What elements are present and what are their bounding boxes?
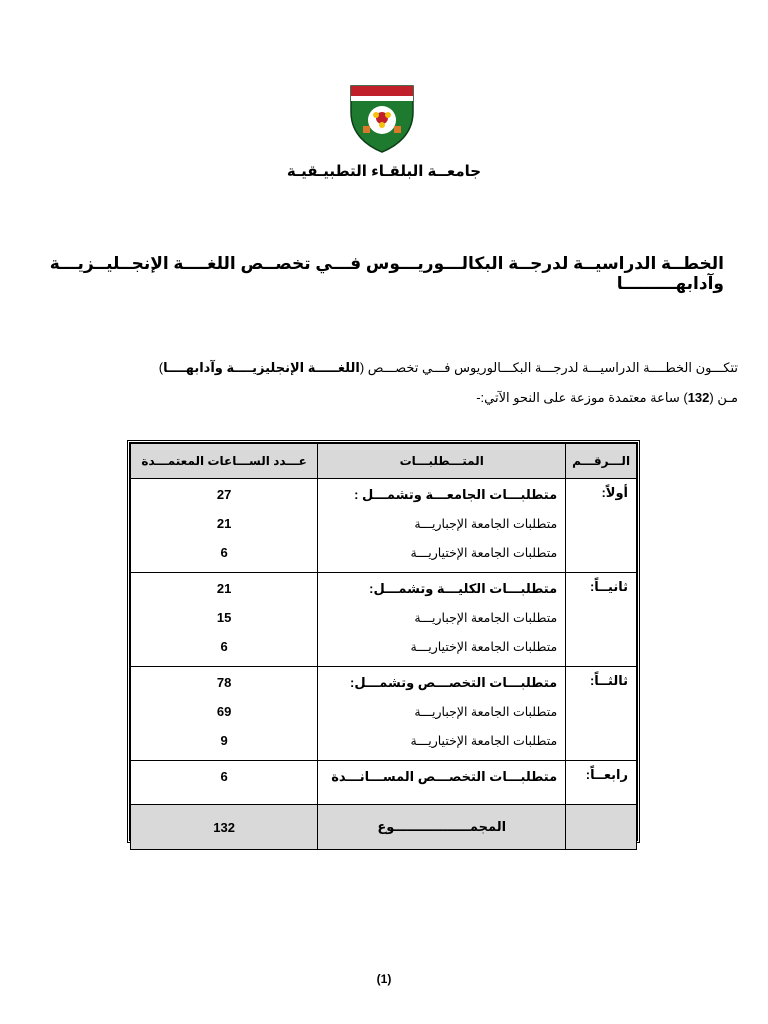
table-header-row — [131, 444, 637, 479]
total-spacer — [566, 805, 637, 850]
hours-value: 15 — [216, 610, 232, 625]
header-hours: عـــدد الســـاعات المعتمـــدة — [131, 444, 318, 479]
table-row — [131, 761, 637, 805]
row-hours — [131, 761, 318, 805]
row-number: رابعــاً: — [566, 761, 637, 805]
row-requirements — [318, 667, 566, 761]
row-number: ثانيــاً: — [566, 573, 637, 667]
hours-value: 69 — [216, 704, 232, 719]
row-hours — [131, 479, 318, 573]
university-name: جامعــة البلقـاء التطبيـقيـة — [286, 163, 482, 180]
study-plan-table — [127, 440, 640, 843]
hours-value: 6 — [220, 639, 228, 654]
table-row — [131, 573, 637, 667]
requirement-sub: متطلبات الجامعة الإختياريـــة — [410, 546, 558, 560]
hours-value: 6 — [220, 769, 228, 784]
page-number: (1) — [376, 972, 392, 986]
row-requirements — [318, 573, 566, 667]
university-logo — [345, 82, 419, 154]
hours-value: 78 — [216, 675, 232, 690]
plan-title: الخطــة الدراسيــة لدرجــة البكالـــوريـــوس فـــي تخصــص اللغــــة الإنجــليــزيـــة وآدابهـــــــــا — [49, 254, 724, 293]
header-number: الـــرقـــم — [566, 444, 637, 479]
row-requirements — [318, 761, 566, 805]
requirement-main: متطلبـــات التخصـــص المســـانـــدة — [331, 769, 558, 784]
requirement-sub: متطلبات الجامعة الإجباريـــة — [414, 611, 558, 625]
hours-value: 9 — [220, 733, 228, 748]
table-row — [131, 479, 637, 573]
table-row — [131, 667, 637, 761]
hours-value: 27 — [216, 487, 232, 502]
requirement-sub: متطلبات الجامعة الإجباريـــة — [414, 705, 558, 719]
total-label: المجمـــــــــــــــــوع — [318, 805, 566, 850]
hours-value: 21 — [216, 516, 232, 531]
hours-value: 21 — [216, 581, 232, 596]
requirement-main: متطلبـــات الجامعـــة وتشمـــل : — [354, 487, 558, 502]
requirement-sub: متطلبات الجامعة الإجباريـــة — [414, 517, 558, 531]
requirement-main: متطلبـــات الكليـــة وتشمـــل: — [369, 581, 558, 596]
requirement-sub: متطلبات الجامعة الإختياريـــة — [410, 640, 558, 654]
requirement-sub: متطلبات الجامعة الإختياريـــة — [410, 734, 558, 748]
total-hours: 132 — [131, 805, 318, 850]
total-row — [131, 805, 637, 850]
requirement-main: متطلبـــات التخصـــص وتشمـــل: — [349, 675, 558, 690]
hours-value: 6 — [220, 545, 228, 560]
intro-line-1: تتكـــون الخطــــة الدراسيـــة لدرجـــة البكـــالوريوس فـــي تخصـــص (اللغـــــة الإنجليزيــــة وآدابهــــا) — [158, 360, 738, 375]
row-number: أولاً: — [566, 479, 637, 573]
row-hours — [131, 573, 318, 667]
row-hours — [131, 667, 318, 761]
intro-line-2: مـن (132) ساعة معتمدة موزعة على النحو الآتي:- — [476, 390, 738, 405]
row-requirements — [318, 479, 566, 573]
header-requirements: المتـــطلبـــات — [318, 444, 566, 479]
row-number: ثالثــاً: — [566, 667, 637, 761]
